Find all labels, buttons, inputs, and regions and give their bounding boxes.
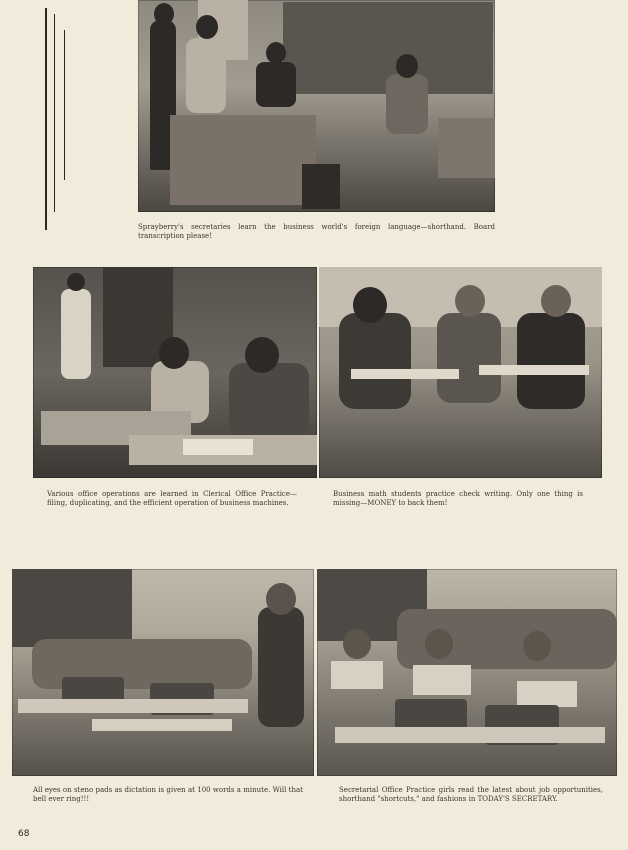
desk-row-front (335, 727, 605, 743)
page-number: 68 (18, 829, 30, 839)
seated-student-figure-2 (229, 363, 309, 439)
teacher-desk (170, 115, 316, 205)
desk-row-front (18, 699, 248, 713)
student-head-3 (245, 337, 279, 373)
desk-row-back (92, 719, 232, 731)
seated-student-figure (256, 62, 296, 107)
student-head-1 (343, 629, 371, 659)
student-head-2 (196, 15, 218, 39)
seated-student-figure-2 (386, 74, 428, 134)
photo-shorthand-class (138, 0, 495, 212)
student-head-3 (523, 631, 551, 661)
photo-clerical-office-practice (33, 267, 317, 478)
student-head-3 (541, 285, 571, 317)
caption-bottom-right: Secretarial Office Practice girls read the latest about job opportunities, shorthand "shortcuts," and fashions in TODAY'S SECRETARY. (339, 786, 603, 803)
caption-middle-right: Business math students practice check writing. Only one thing is missing—MONEY to back them! (333, 490, 583, 507)
caption-top: Sprayberry's secretaries learn the business world's foreign language—shorthand. Board transcription please! (138, 223, 495, 240)
seated-student-figure (339, 313, 411, 409)
wastebasket (302, 164, 340, 209)
standing-student-figure-2 (186, 38, 226, 113)
student-head-3 (266, 42, 286, 64)
desk-1 (351, 369, 459, 379)
photo-business-math-check-writing (319, 267, 602, 478)
teacher-head (266, 583, 296, 615)
teacher-figure (258, 607, 304, 727)
student-head-2 (425, 629, 453, 659)
seated-student-figure-3 (517, 313, 585, 409)
student-head (154, 3, 174, 25)
decorative-rule-3 (64, 30, 65, 180)
photo-dictation-class (12, 569, 314, 776)
student-head (353, 287, 387, 323)
student-head-2 (455, 285, 485, 317)
magazine-2 (413, 665, 471, 695)
decorative-rule-1 (45, 8, 47, 230)
student-desk (438, 118, 495, 178)
caption-middle-left: Various office operations are learned in Clerical Office Practice—filing, duplicating, and the efficient operation of business machines. (47, 490, 297, 507)
student-head-4 (396, 54, 418, 78)
magazine-1 (331, 661, 383, 689)
student-head-2 (159, 337, 189, 369)
seated-student-figure-2 (437, 313, 501, 403)
magazine-3 (517, 681, 577, 707)
chalkboard (12, 569, 132, 647)
student-head (67, 273, 85, 291)
standing-student-figure (61, 289, 91, 379)
decorative-rule-2 (54, 14, 55, 212)
photo-secretarial-office-practice (317, 569, 617, 776)
caption-bottom-left: All eyes on steno pads as dictation is given at 100 words a minute. Will that bell ever ring!!! (33, 786, 303, 803)
papers-on-desk (183, 439, 253, 455)
desk-2 (479, 365, 589, 375)
